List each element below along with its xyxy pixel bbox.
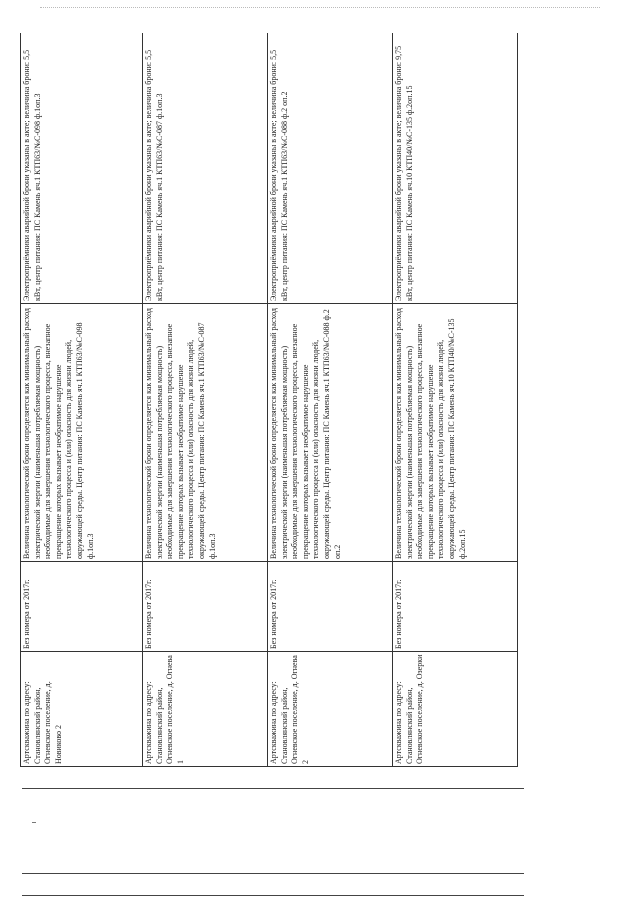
technological-reserve-cell: Величина технологической брони определяется как минимальный расход электрической энергии (наименьшая потребляемая мощность) необходимые для завершения технологического процесса, внезапное прекращение которых вызывает необратимое нарушение технологического процесса и (или) опасность для жизни людей, окружающей среды. Центр питания: ПС Камень яч.1 КТП63/№С-098 ф.1оп.3 bbox=[21, 304, 143, 562]
table-row bbox=[268, 33, 393, 767]
technological-reserve-cell: Величина технологической брони определяется как минимальный расход электрической энергии (наименьшая потребляемая мощность) необходимые для завершения технологического процесса, внезапное прекращение которых вызывает необратимое нарушение технологического процесса и (или) опасность для жизни людей, окружающей среды. Центр питания: ПС Камень яч.1 КТП63/№С-088 ф.2 оп.2 bbox=[268, 304, 393, 562]
document-number-cell: Без номера от 2017г. bbox=[143, 562, 268, 652]
emergency-reserve-cell: Электроприёмники аварийной брони указаны в акте; величина брони: 5,5 кВт, центр питания: ПС Камень яч.1 КТП63/№С-088 ф.2 оп.2 bbox=[268, 33, 393, 304]
emergency-reserve-cell: Электроприёмники аварийной брони указаны в акте; величина брони: 5,5 кВт, центр питания: ПС Камень яч.1 КТП63/№С-087 ф.1оп.3 bbox=[143, 33, 268, 304]
technological-reserve-cell: Величина технологической брони определяется как минимальный расход электрической энергии (наименьшая потребляемая мощность) необходимые для завершения технологического процесса, внезапное прекращение которых вызывает необратимое нарушение технологического процесса и (или) опасность для жизни людей, окружающей среды. Центр питания: ПС Камень яч.10 КТП40/№С-135 ф.2оп.15 bbox=[393, 304, 518, 562]
document-number-cell: Без номера от 2017г. bbox=[393, 562, 518, 652]
margin-mark bbox=[32, 822, 36, 823]
emergency-reserve-cell: Электроприёмники аварийной брони указаны в акте; величина брони: 9,75 кВт, центр питания: ПС Камень яч.10 КТП40/№С-135 ф.2оп.15 bbox=[393, 33, 518, 304]
scan-edge-marks bbox=[40, 7, 600, 9]
table-row bbox=[393, 33, 518, 767]
address-cell: Артскважина по адресу: Становлянский район, Огневское поселение, д. Новиково 2 bbox=[21, 652, 143, 767]
document-number-cell: Без номера от 2017г. bbox=[268, 562, 393, 652]
technological-reserve-cell: Величина технологической брони определяется как минимальный расход электрической энергии (наименьшая потребляемая мощность) необходимые для завершения технологического процесса, внезапное прекращение которых вызывает необратимое нарушение технологического процесса и (или) опасность для жизни людей, окружающей среды. Центр питания: ПС Камень яч.1 КТП63/№С-087 ф.1оп.3 bbox=[143, 304, 268, 562]
emergency-reserve-cell: Электроприёмники аварийной брони указаны в акте; величина брони: 5,5 кВт, центр питания: ПС Камень яч.1 КТП63/№С-098 ф.1оп.3 bbox=[21, 33, 143, 304]
table-row bbox=[21, 33, 143, 767]
ruled-line bbox=[22, 895, 524, 896]
rotated-table-region bbox=[20, 33, 523, 767]
address-cell: Артскважина по адресу: Становлянский район, Огневское поселение, д. Озерки bbox=[393, 652, 518, 767]
reservation-table bbox=[20, 33, 518, 767]
address-cell: Артскважина по адресу: Становлянский район, Огневское поселение, д. Огнева 2 bbox=[268, 652, 393, 767]
rotated-table-container bbox=[20, 33, 523, 767]
ruled-line bbox=[22, 788, 524, 789]
address-cell: Артскважина по адресу: Становлянский район, Огневское поселение, д. Огнева 1 bbox=[143, 652, 268, 767]
table-row bbox=[143, 33, 268, 767]
ruled-line bbox=[22, 873, 524, 874]
document-number-cell: Без номера от 2017г. bbox=[21, 562, 143, 652]
